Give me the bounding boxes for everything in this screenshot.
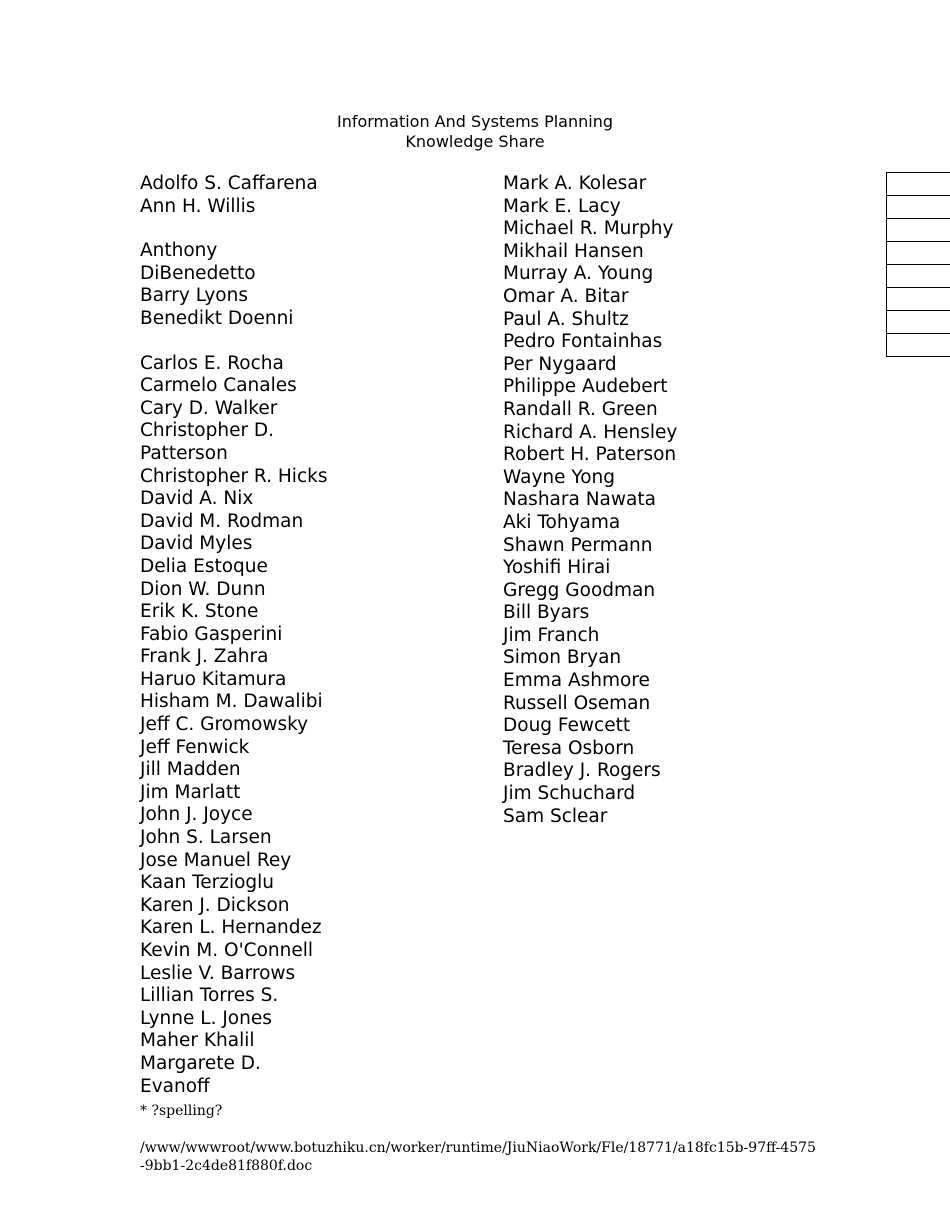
name-entry: David A. Nix [140,488,254,510]
table-cell [886,264,950,287]
name-entry: David Myles [140,533,253,555]
name-entry: Karen J. Dickson [140,894,290,916]
name-entry: Russell Oseman [503,692,651,714]
name-entry: Mark A. Kolesar [503,173,647,194]
name-entry: Maher Khalil [140,1030,255,1052]
name-entry: Adolfo S. Caffarena [140,173,318,194]
name-entry: Anthony [140,240,218,262]
name-entry: Mikhail Hansen [503,240,644,262]
name-entry: Gregg Goodman [503,579,656,601]
name-entry: Delia Estoque [140,555,268,577]
name-entry: Carmelo Canales [140,375,297,397]
name-entry: Barry Lyons [140,285,248,307]
name-entry: Bradley J. Rogers [503,760,661,782]
name-entry: Teresa Osborn [503,737,635,759]
name-entry: Benedikt Doenni [140,307,294,329]
name-entry: Evanoff [140,1075,210,1097]
name-entry: Shawn Permann [503,534,653,556]
name-entry: Wayne Yong [503,466,616,488]
name-entry: Jeff C. Gromowsky [140,714,309,736]
table-cell [886,172,950,195]
table-cell [886,218,950,241]
name-entry: Michael R. Murphy [503,218,674,240]
footnote: * ?spelling? [140,1103,223,1119]
name-entry: Simon Bryan [503,647,622,669]
name-entry: Aki Tohyama [503,511,621,533]
name-entry: Erik K. Stone [140,601,259,623]
name-entry: Kevin M. O'Connell [140,940,314,961]
name-entry: John J. Joyce [140,804,253,826]
name-entry: Mark E. Lacy [503,195,621,217]
name-entry: Doug Fewcett [503,715,631,737]
name-entry: Kaan Terzioglu [140,872,275,894]
name-entry: Haruo Kitamura [140,668,287,690]
name-entry: Patterson [140,442,228,464]
list-gap [140,331,340,353]
name-entry: John S. Larsen [140,827,272,849]
name-entry: Jeff Fenwick [140,736,250,758]
table-cell [886,310,950,333]
name-entry: Randall R. Green [503,398,658,420]
name-entry: Christopher D. [140,420,275,442]
name-entry: Emma Ashmore [503,670,650,692]
name-entry: David M. Rodman [140,510,304,532]
checkbox-table [886,172,950,357]
name-entry: Jose Manuel Rey [140,849,292,871]
name-entry: Richard A. Hensley [503,421,678,443]
name-entry: Ann H. Willis [140,195,256,217]
name-entry: Nashara Nawata [503,489,656,511]
names-left-column [140,173,340,1098]
name-entry: Philippe Audebert [503,376,668,398]
document-subtitle: Knowledge Share [405,132,545,151]
name-entry: Yoshifi Hirai [503,557,611,579]
name-entry: Jill Madden [140,759,241,781]
name-entry: Frank J. Zahra [140,646,269,668]
name-entry: Leslie V. Barrows [140,962,296,984]
name-entry: Lillian Torres S. [140,985,279,1007]
name-entry: Jim Schuchard [503,783,636,805]
table-cell [886,241,950,264]
file-path: /www/wwwroot/www.botuzhiku.cn/worker/runtime/JiuNiaoWork/Fle/18771/a18fc15b-97ff-4575-9bb1-2c4de81f880f.doc [140,1140,816,1174]
name-entry: Karen L. Hernandez [140,917,322,939]
name-entry: Jim Marlatt [140,781,241,803]
table-cell [886,333,950,357]
name-entry: Pedro Fontainhas [503,331,663,353]
list-gap [140,218,340,240]
name-entry: Christopher R. Hicks [140,465,328,487]
name-entry: Paul A. Shultz [503,308,629,330]
name-entry: Jim Franch [503,624,600,646]
table-cell [886,287,950,310]
name-entry: Fabio Gasperini [140,623,283,645]
name-entry: Murray A. Young [503,263,654,285]
name-entry: Sam Sclear [503,805,608,827]
names-right-column [503,173,743,828]
document-header [0,112,950,152]
table-cell [886,195,950,218]
name-entry: Lynne L. Jones [140,1007,272,1029]
name-entry: Carlos E. Rocha [140,352,284,374]
name-entry: Margarete D. [140,1052,261,1074]
name-entry: Robert H. Paterson [503,444,677,466]
name-entry: DiBenedetto [140,262,256,284]
name-entry: Omar A. Bitar [503,285,629,307]
name-entry: Dion W. Dunn [140,578,266,600]
name-entry: Per Nygaard [503,353,617,375]
name-entry: Cary D. Walker [140,397,278,419]
name-entry: Bill Byars [503,602,590,624]
document-title: Information And Systems Planning [336,112,614,131]
name-entry: Hisham M. Dawalibi [140,691,323,713]
